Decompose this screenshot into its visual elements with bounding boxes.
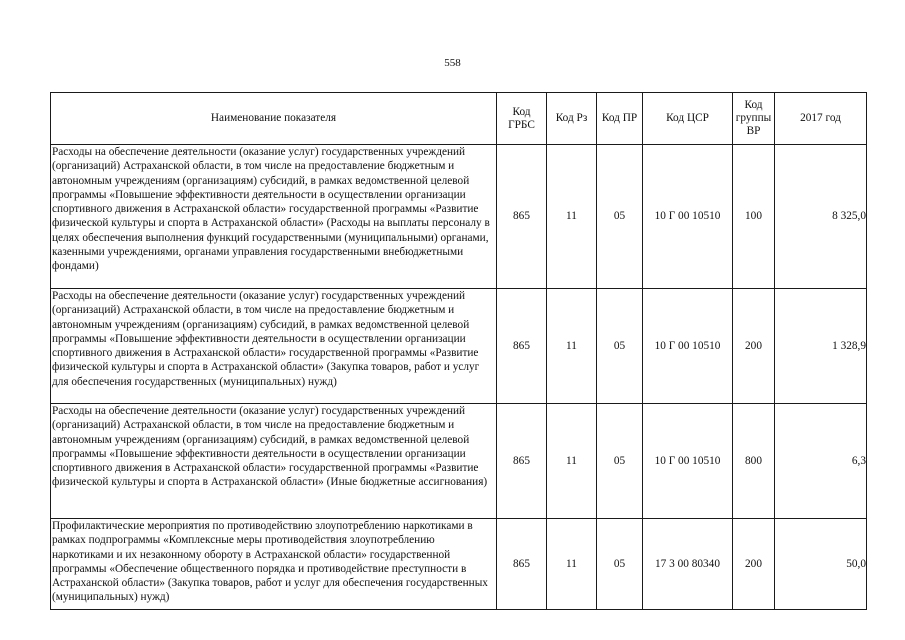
cell-rz: 11 bbox=[547, 145, 597, 289]
cell-pr: 05 bbox=[597, 519, 643, 610]
cell-csr: 10 Г 00 10510 bbox=[643, 404, 733, 519]
table-row bbox=[51, 145, 867, 289]
cell-csr: 17 3 00 80340 bbox=[643, 519, 733, 610]
cell-rz: 11 bbox=[547, 289, 597, 404]
header-grbs: Код ГРБС bbox=[497, 93, 547, 145]
cell-rz: 11 bbox=[547, 404, 597, 519]
cell-grbs: 865 bbox=[497, 404, 547, 519]
cell-amount: 1 328,9 bbox=[775, 289, 867, 404]
cell-rz: 11 bbox=[547, 519, 597, 610]
cell-csr: 10 Г 00 10510 bbox=[643, 145, 733, 289]
header-name: Наименование показателя bbox=[51, 93, 497, 145]
cell-name: Расходы на обеспечение деятельности (оказание услуг) государственных учреждений (организаций) Астраханской области, в том числе на предоставление бюджетным и автономным учреждениям (организациям) субсидий, в рамках ведомственной целевой программы «Повышение эффективности деятельности в осуществлении организации спортивного движения в Астраханской области» государственной программы «Развитие физической культуры и спорта в Астраханской области» (Расходы на выплаты персоналу в целях обеспечения выполнения функций государственными (муниципальными) органами, казенными учреждениями, органами управления государственными внебюджетными фондами) bbox=[51, 145, 497, 289]
cell-amount: 8 325,0 bbox=[775, 145, 867, 289]
cell-csr: 10 Г 00 10510 bbox=[643, 289, 733, 404]
header-row bbox=[51, 93, 867, 145]
cell-name: Расходы на обеспечение деятельности (оказание услуг) государственных учреждений (организаций) Астраханской области, в том числе на предоставление бюджетным и автономным учреждениям (организациям) субсидий, в рамках ведомственной целевой программы «Повышение эффективности деятельности в осуществлении организации спортивного движения в Астраханской области» государственной программы «Развитие физической культуры и спорта в Астраханской области» (Иные бюджетные ассигнования) bbox=[51, 404, 497, 519]
page-number: 558 bbox=[444, 57, 461, 69]
cell-name: Профилактические мероприятия по противодействию злоупотреблению наркотиками в рамках подпрограммы «Комплексные меры противодействия злоупотреблению наркотиками и их незаконному обороту в Астраханской области» государственной программы «Обеспечение общественного порядка и противодействие преступности в Астраханской области» (Закупка товаров, работ и услуг для обеспечения государственных (муниципальных) нужд) bbox=[51, 519, 497, 610]
cell-amount: 50,0 bbox=[775, 519, 867, 610]
header-vr: Код группы ВР bbox=[733, 93, 775, 145]
header-year: 2017 год bbox=[775, 93, 867, 145]
cell-vr: 200 bbox=[733, 519, 775, 610]
header-rz: Код Рз bbox=[547, 93, 597, 145]
cell-vr: 200 bbox=[733, 289, 775, 404]
cell-grbs: 865 bbox=[497, 145, 547, 289]
cell-pr: 05 bbox=[597, 404, 643, 519]
cell-vr: 100 bbox=[733, 145, 775, 289]
header-csr: Код ЦСР bbox=[643, 93, 733, 145]
cell-amount: 6,3 bbox=[775, 404, 867, 519]
cell-grbs: 865 bbox=[497, 519, 547, 610]
table-row bbox=[51, 289, 867, 404]
header-pr: Код ПР bbox=[597, 93, 643, 145]
cell-name: Расходы на обеспечение деятельности (оказание услуг) государственных учреждений (организаций) Астраханской области, в том числе на предоставление бюджетным и автономным учреждениям (организациям) субсидий, в рамках ведомственной целевой программы «Повышение эффективности деятельности в осуществлении организации спортивного движения в Астраханской области» государственной программы «Развитие физической культуры и спорта в Астраханской области» (Закупка товаров, работ и услуг для обеспечения государственных (муниципальных) нужд) bbox=[51, 289, 497, 404]
cell-pr: 05 bbox=[597, 145, 643, 289]
table-row bbox=[51, 519, 867, 610]
budget-table bbox=[50, 92, 867, 610]
table-row bbox=[51, 404, 867, 519]
cell-vr: 800 bbox=[733, 404, 775, 519]
cell-grbs: 865 bbox=[497, 289, 547, 404]
cell-pr: 05 bbox=[597, 289, 643, 404]
